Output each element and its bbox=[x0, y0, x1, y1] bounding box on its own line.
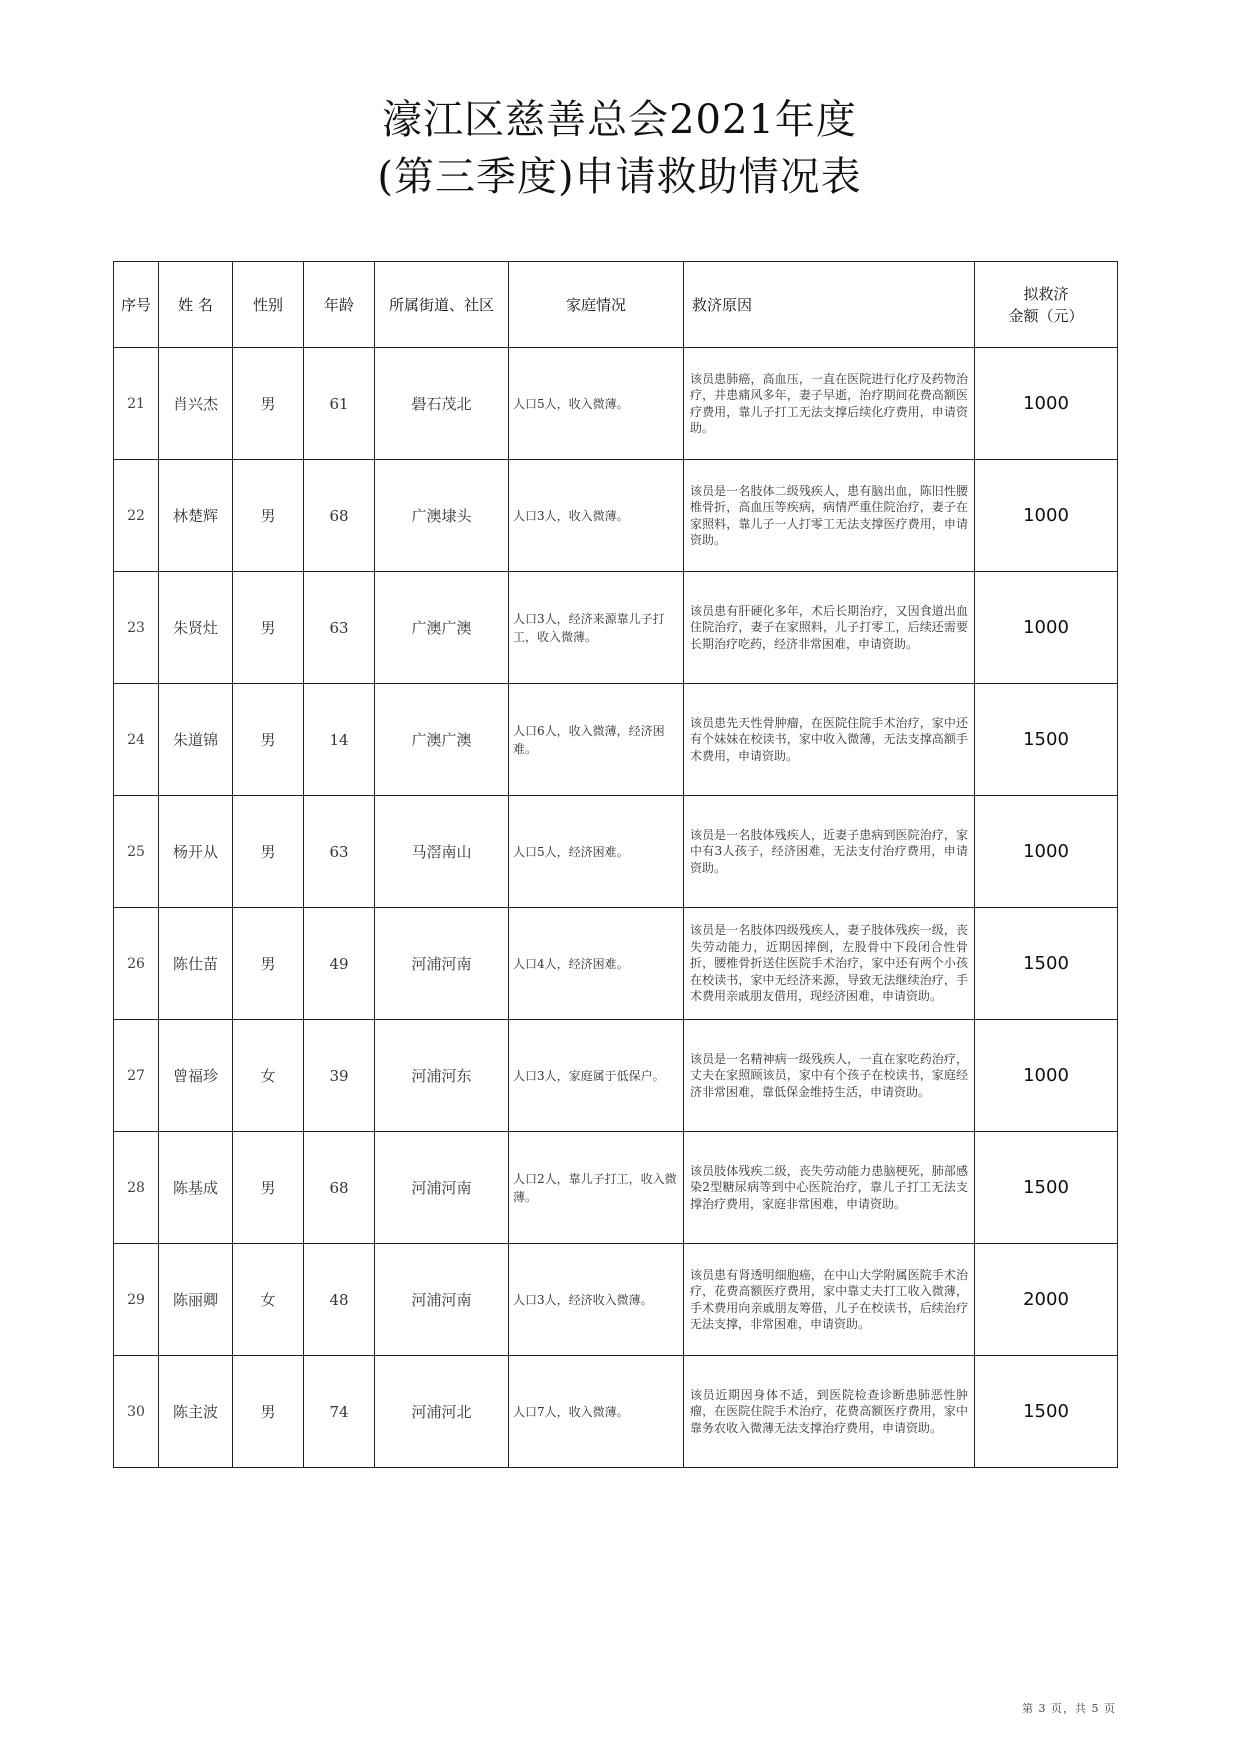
amount-header-line2: 金额（元） bbox=[1008, 306, 1084, 325]
cell-gender: 男 bbox=[233, 1132, 304, 1244]
cell-amount: 1000 bbox=[975, 460, 1118, 572]
cell-community: 河浦河南 bbox=[375, 908, 509, 1020]
page-number: 第 3 页，共 5 页 bbox=[1022, 1702, 1116, 1715]
cell-community: 广澳埭头 bbox=[375, 460, 509, 572]
cell-amount: 1000 bbox=[975, 348, 1118, 460]
cell-name: 陈主波 bbox=[159, 1356, 233, 1468]
table-row bbox=[114, 1132, 1118, 1244]
cell-gender: 男 bbox=[233, 1356, 304, 1468]
cell-amount: 1000 bbox=[975, 572, 1118, 684]
cell-age: 49 bbox=[304, 908, 375, 1020]
col-header-name: 姓 名 bbox=[159, 262, 233, 348]
cell-reason: 该员患有肝硬化多年，术后长期治疗，又因食道出血住院治疗，妻子在家照料，儿子打零工，后续还需要长期治疗吃药，经济非常困难，申请资助。 bbox=[684, 572, 975, 684]
document-title-line2: (第三季度)申请救助情况表 bbox=[377, 154, 862, 200]
cell-amount: 1500 bbox=[975, 1356, 1118, 1468]
cell-amount: 2000 bbox=[975, 1244, 1118, 1356]
cell-amount: 1000 bbox=[975, 796, 1118, 908]
cell-gender: 女 bbox=[233, 1020, 304, 1132]
cell-family: 人口3人，经济来源靠儿子打工，收入微薄。 bbox=[509, 572, 684, 684]
cell-reason: 该员患先天性骨肿瘤，在医院住院手术治疗，家中还有个妹妹在校读书，家中收入微薄，无法支撑高额手术费用，申请资助。 bbox=[684, 684, 975, 796]
cell-no: 29 bbox=[114, 1244, 159, 1356]
cell-reason: 该员肢体残疾二级，丧失劳动能力患脑梗死，肺部感染2型糖尿病等到中心医院治疗，靠儿子打工无法支撑治疗费用，家庭非常困难，申请资助。 bbox=[684, 1132, 975, 1244]
cell-family: 人口3人，经济收入微薄。 bbox=[509, 1244, 684, 1356]
cell-age: 39 bbox=[304, 1020, 375, 1132]
cell-community: 河浦河南 bbox=[375, 1244, 509, 1356]
cell-family: 人口5人，经济困难。 bbox=[509, 796, 684, 908]
table-row bbox=[114, 1244, 1118, 1356]
cell-reason: 该员近期因身体不适，到医院检查诊断患肺恶性肿瘤，在医院住院手术治疗，花费高额医疗费用，家中靠务农收入微薄无法支撑治疗费用，申请资助。 bbox=[684, 1356, 975, 1468]
cell-no: 30 bbox=[114, 1356, 159, 1468]
cell-no: 26 bbox=[114, 908, 159, 1020]
cell-reason: 该员是一名精神病一级残疾人，一直在家吃药治疗，丈夫在家照顾该员，家中有个孩子在校读书，家庭经济非常困难，靠低保金维持生活，申请资助。 bbox=[684, 1020, 975, 1132]
cell-age: 63 bbox=[304, 796, 375, 908]
cell-age: 61 bbox=[304, 348, 375, 460]
table-row bbox=[114, 796, 1118, 908]
cell-community: 河浦河东 bbox=[375, 1020, 509, 1132]
cell-gender: 男 bbox=[233, 684, 304, 796]
cell-reason: 该员是一名肢体四级残疾人，妻子肢体残疾一级，丧失劳动能力，近期因摔倒，左股骨中下段闭合性骨折，腰椎骨折送住医院手术治疗，家中还有两个小孩在校读书，家中无经济来源，导致无法继续治疗，手术费用亲戚朋友借用，现经济困难，申请资助。 bbox=[684, 908, 975, 1020]
cell-family: 人口6人，收入微薄，经济困难。 bbox=[509, 684, 684, 796]
table-row bbox=[114, 908, 1118, 1020]
cell-amount: 1000 bbox=[975, 1020, 1118, 1132]
cell-no: 24 bbox=[114, 684, 159, 796]
cell-family: 人口7人，收入微薄。 bbox=[509, 1356, 684, 1468]
cell-age: 48 bbox=[304, 1244, 375, 1356]
cell-amount: 1500 bbox=[975, 908, 1118, 1020]
cell-gender: 男 bbox=[233, 348, 304, 460]
cell-name: 曾福珍 bbox=[159, 1020, 233, 1132]
cell-family: 人口3人，家庭属于低保户。 bbox=[509, 1020, 684, 1132]
cell-gender: 男 bbox=[233, 572, 304, 684]
amount-header-line1: 拟救济 bbox=[1023, 284, 1069, 303]
table-row bbox=[114, 1020, 1118, 1132]
cell-reason: 该员患肺癌，高血压，一直在医院进行化疗及药物治疗，并患痛风多年，妻子早逝，治疗期间花费高额医疗费用，靠儿子打工无法支撑后续化疗费用，申请资助。 bbox=[684, 348, 975, 460]
cell-name: 肖兴杰 bbox=[159, 348, 233, 460]
cell-family: 人口4人，经济困难。 bbox=[509, 908, 684, 1020]
cell-no: 28 bbox=[114, 1132, 159, 1244]
cell-amount: 1500 bbox=[975, 684, 1118, 796]
table-row bbox=[114, 1356, 1118, 1468]
header-row bbox=[114, 262, 1118, 348]
table-row bbox=[114, 572, 1118, 684]
relief-table bbox=[113, 261, 1118, 1468]
col-header-no: 序号 bbox=[114, 262, 159, 348]
cell-age: 63 bbox=[304, 572, 375, 684]
cell-community: 马滘南山 bbox=[375, 796, 509, 908]
col-header-gender: 性别 bbox=[233, 262, 304, 348]
col-header-amount bbox=[975, 262, 1118, 348]
cell-reason: 该员患有肾透明细胞癌，在中山大学附属医院手术治疗，花费高额医疗费用，家中靠丈夫打工收入微薄，手术费用向亲戚朋友筹借，儿子在校读书，后续治疗无法支撑，非常困难，申请资助。 bbox=[684, 1244, 975, 1356]
cell-no: 23 bbox=[114, 572, 159, 684]
cell-family: 人口5人，收入微薄。 bbox=[509, 348, 684, 460]
document-title-line1: 濠江区慈善总会2021年度 bbox=[382, 97, 857, 143]
cell-no: 25 bbox=[114, 796, 159, 908]
cell-gender: 男 bbox=[233, 796, 304, 908]
cell-name: 陈丽卿 bbox=[159, 1244, 233, 1356]
cell-name: 朱道锦 bbox=[159, 684, 233, 796]
cell-name: 杨开从 bbox=[159, 796, 233, 908]
cell-gender: 男 bbox=[233, 908, 304, 1020]
cell-no: 22 bbox=[114, 460, 159, 572]
cell-age: 74 bbox=[304, 1356, 375, 1468]
table-row bbox=[114, 460, 1118, 572]
table-row bbox=[114, 684, 1118, 796]
cell-age: 68 bbox=[304, 460, 375, 572]
cell-age: 14 bbox=[304, 684, 375, 796]
col-header-age: 年龄 bbox=[304, 262, 375, 348]
cell-no: 21 bbox=[114, 348, 159, 460]
cell-name: 陈基成 bbox=[159, 1132, 233, 1244]
cell-reason: 该员是一名肢体二级残疾人，患有脑出血，陈旧性腰椎骨折，高血压等疾病，病情严重住院治疗，妻子在家照料，靠儿子一人打零工无法支撑医疗费用，申请资助。 bbox=[684, 460, 975, 572]
cell-age: 68 bbox=[304, 1132, 375, 1244]
cell-no: 27 bbox=[114, 1020, 159, 1132]
cell-amount: 1500 bbox=[975, 1132, 1118, 1244]
cell-name: 林楚辉 bbox=[159, 460, 233, 572]
cell-reason: 该员是一名肢体残疾人，近妻子患病到医院治疗，家中有3人孩子，经济困难，无法支付治疗费用，申请资助。 bbox=[684, 796, 975, 908]
col-header-reason: 救济原因 bbox=[684, 262, 975, 348]
table-row bbox=[114, 348, 1118, 460]
cell-community: 河浦河南 bbox=[375, 1132, 509, 1244]
col-header-family: 家庭情况 bbox=[509, 262, 684, 348]
cell-community: 河浦河北 bbox=[375, 1356, 509, 1468]
cell-community: 礐石茂北 bbox=[375, 348, 509, 460]
cell-community: 广澳广澳 bbox=[375, 684, 509, 796]
cell-family: 人口3人，收入微薄。 bbox=[509, 460, 684, 572]
cell-community: 广澳广澳 bbox=[375, 572, 509, 684]
cell-gender: 女 bbox=[233, 1244, 304, 1356]
cell-family: 人口2人，靠儿子打工，收入微薄。 bbox=[509, 1132, 684, 1244]
cell-name: 陈仕苗 bbox=[159, 908, 233, 1020]
cell-name: 朱贤灶 bbox=[159, 572, 233, 684]
cell-gender: 男 bbox=[233, 460, 304, 572]
col-header-community: 所属街道、社区 bbox=[375, 262, 509, 348]
